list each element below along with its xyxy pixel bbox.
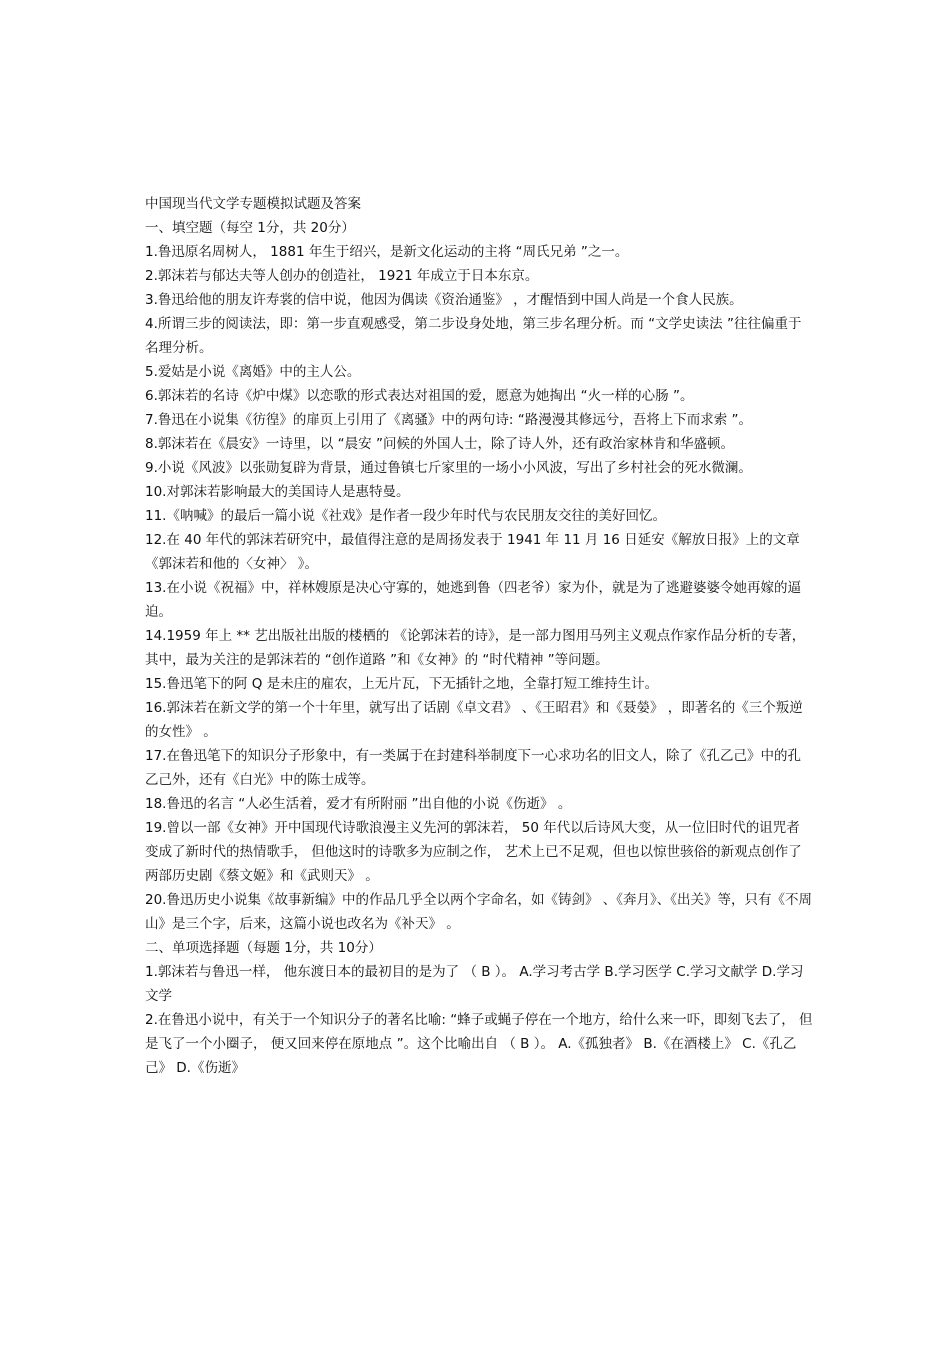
question-item: 8.郭沫若在《晨安》一诗里，以 “晨安 ”问候的外国人士，除了诗人外，还有政治家林肯和华盛顿。 <box>145 436 734 452</box>
question-item: 20.鲁迅历史小说集《故事新编》中的作品几乎全以两个字命名，如《铸剑》 、《奔月》、《出关》等，只有《不周山》是三个字，后来，这篇小说也改名为《补天》 。 <box>145 892 813 932</box>
question-item: 14.1959 年上 ** 艺出版社出版的楼栖的 《论郭沫若的诗》，是一部力图用马列主义观点作家作品分析的专著，其中，最为关注的是郭沫若的 “创作道路 ”和《女神》的 “时代精神 ”等问题。 <box>145 628 806 668</box>
document-title: 中国现当代文学专题模拟试题及答案 <box>145 196 361 212</box>
question-item: 13.在小说《祝福》中，祥林嫂原是决心守寡的，她逃到鲁（四老爷）家为仆，就是为了逃避婆婆令她再嫁的逼迫。 <box>145 580 801 620</box>
section-heading-fill-blank: 一、填空题（每空 1分，共 20分） <box>145 220 355 236</box>
question-item: 16.郭沫若在新文学的第一个十年里，就写出了话剧《卓文君》 、《王昭君》和《聂嫈》 ，即著名的《三个叛逆的女性》 。 <box>145 700 803 740</box>
question-item: 3.鲁迅给他的朋友许寿裳的信中说，他因为偶读《资治通鉴》 ，才醒悟到中国人尚是一个食人民族。 <box>145 292 743 308</box>
question-item: 5.爱姑是小说《离婚》中的主人公。 <box>145 364 361 380</box>
document-body <box>145 192 813 1080</box>
question-item: 2.在鲁迅小说中，有关于一个知识分子的著名比喻: “蜂子或蝇子停在一个地方，给什么来一吓，即刻飞去了， 但是飞了一个小圈子， 便又回来停在原地点 ”。这个比喻出自 （ B ）。 A.《孤独者》 B.《在酒楼上》 C.《孔乙己》 D.《伤逝》 <box>145 1012 813 1076</box>
question-item: 6.郭沫若的名诗《炉中煤》以恋歌的形式表达对祖国的爱，愿意为她掏出 “火一样的心肠 ”。 <box>145 388 694 404</box>
question-item: 18.鲁迅的名言 “人必生活着，爱才有所附丽 ”出自他的小说《伤逝》 。 <box>145 796 572 812</box>
question-item: 15.鲁迅笔下的阿 Q 是未庄的雇农，上无片瓦，下无插针之地，全靠打短工维持生计。 <box>145 676 659 692</box>
question-item: 17.在鲁迅笔下的知识分子形象中，有一类属于在封建科举制度下一心求功名的旧文人，除了《孔乙己》中的孔乙己外，还有《白光》中的陈士成等。 <box>145 748 801 788</box>
question-item: 4.所谓三步的阅读法，即：第一步直观感受，第二步设身处地，第三步名理分析。而 “文学史读法 ”往往偏重于名理分析。 <box>145 316 802 356</box>
question-item: 2.郭沫若与郁达夫等人创办的创造社， 1921 年成立于日本东京。 <box>145 268 539 284</box>
question-item: 10.对郭沫若影响最大的美国诗人是惠特曼。 <box>145 484 410 500</box>
question-item: 11.《呐喊》的最后一篇小说《社戏》是作者一段少年时代与农民朋友交往的美好回忆。 <box>145 508 666 524</box>
question-item: 1.郭沫若与鲁迅一样， 他东渡日本的最初目的是为了 （ B ）。 A.学习考古学 B.学习医学 C.学习文献学 D.学习文学 <box>145 964 804 1004</box>
section-heading-single-choice: 二、单项选择题（每题 1分，共 10分） <box>145 940 382 956</box>
question-item: 12.在 40 年代的郭沫若研究中，最值得注意的是周扬发表于 1941 年 11 月 16 日延安《解放日报》上的文章《郭沫若和他的〈女神〉 》。 <box>145 532 800 572</box>
question-item: 19.曾以一部《女神》开中国现代诗歌浪漫主义先河的郭沫若， 50 年代以后诗风大变，从一位旧时代的诅咒者变成了新时代的热情歌手， 但他这时的诗歌多为应制之作， 艺术上已不足观，但也以惊世骇俗的新观点创作了两部历史剧《蔡文姬》和《武则天》 。 <box>145 820 802 884</box>
question-item: 9.小说《风波》以张勋复辟为背景，通过鲁镇七斤家里的一场小小风波，写出了乡村社会的死水微澜。 <box>145 460 752 476</box>
question-item: 7.鲁迅在小说集《彷徨》的扉页上引用了《离骚》中的两句诗: “路漫漫其修远兮，吾将上下而求索 ”。 <box>145 412 752 428</box>
question-item: 1.鲁迅原名周树人， 1881 年生于绍兴，是新文化运动的主将 “周氏兄弟 ”之一。 <box>145 244 629 260</box>
